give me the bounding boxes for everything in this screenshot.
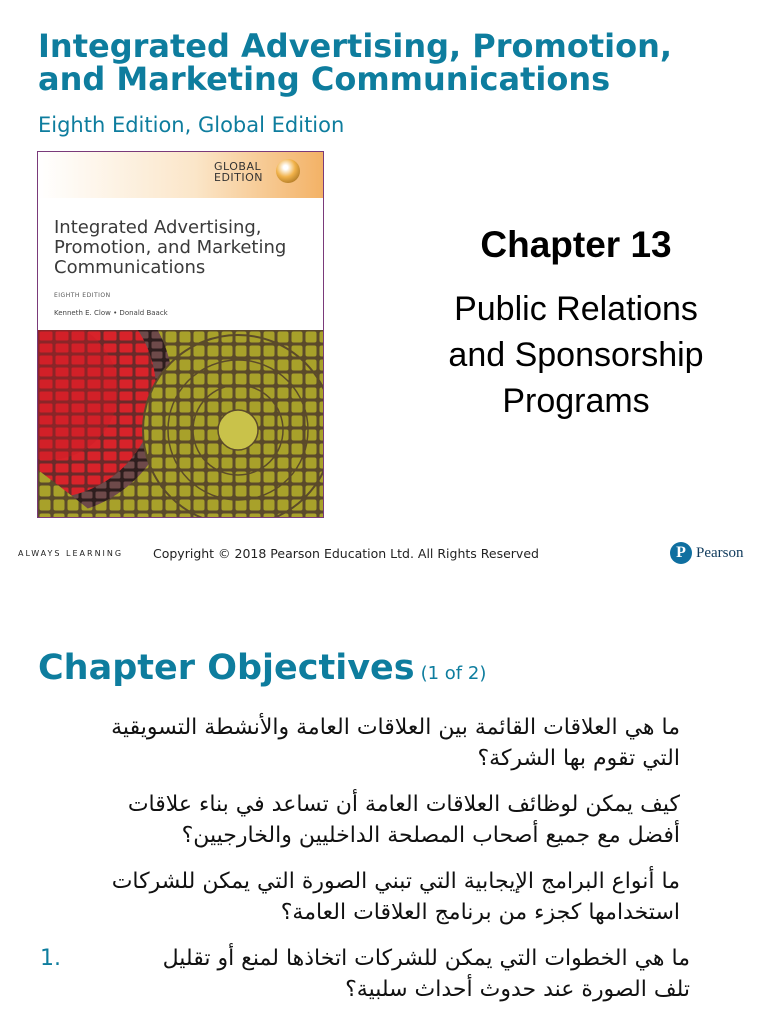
edition-subtitle: Eighth Edition, Global Edition — [38, 113, 345, 137]
objective-item-2 — [30, 789, 720, 851]
chapter-title-line-3: Programs — [502, 382, 650, 420]
globe-icon — [276, 159, 300, 183]
objective-4-line-1: ما هي الخطوات التي يمكن للشركات اتخاذها لمنع أو تقليل — [162, 946, 690, 971]
pearson-wordmark: Pearson — [696, 544, 744, 561]
objective-1-line-1: ما هي العلاقات القائمة بين العلاقات العامة والأنشطة التسويقية — [111, 715, 680, 740]
pearson-logo — [670, 541, 744, 565]
book-cover — [37, 151, 324, 518]
objectives-list — [30, 712, 720, 1020]
badge-line-2: EDITION — [214, 171, 264, 184]
chapter-title-line-1: Public Relations — [454, 290, 698, 328]
book-title-line-1: Integrated Advertising, Promotion, — [38, 27, 673, 65]
objective-3-line-1: ما أنواع البرامج الإيجابية التي تبني الصورة التي يمكن للشركات — [111, 869, 680, 894]
objective-item-4 — [30, 943, 720, 1005]
cover-title-line-3: Communications — [54, 257, 206, 278]
objective-3-line-2: استخدامها كجزء من برنامج العلاقات العامة؟ — [280, 900, 680, 925]
chapter-title-line-2: and Sponsorship — [448, 336, 704, 374]
objectives-slide — [0, 576, 768, 1024]
pearson-p-icon: P — [670, 542, 692, 564]
global-edition-badge — [214, 161, 263, 183]
objective-4-number: 1. — [40, 946, 61, 971]
cover-mosaic-art — [38, 330, 323, 517]
copyright-notice: Copyright © 2018 Pearson Education Ltd. All Rights Reserved — [153, 546, 539, 561]
cover-title — [54, 218, 314, 278]
cover-title-line-1: Integrated Advertising, — [54, 217, 262, 238]
objective-2-line-2: أفضل مع جميع أصحاب المصلحة الداخليين والخارجيين؟ — [181, 823, 680, 848]
objective-4-line-2: تلف الصورة عند حدوث أحداث سلبية؟ — [345, 977, 690, 1002]
cover-edition: EIGHTH EDITION — [54, 292, 111, 299]
book-title — [38, 27, 738, 98]
objective-item-1 — [30, 712, 720, 774]
objectives-heading — [38, 648, 486, 688]
badge-line-1: GLOBAL — [214, 160, 262, 173]
chapter-number: Chapter 13 — [480, 224, 672, 265]
book-title-line-2: and Marketing Communications — [38, 60, 611, 98]
cover-authors: Kenneth E. Clow • Donald Baack — [54, 309, 168, 317]
always-learning-tagline: ALWAYS LEARNING — [18, 549, 124, 558]
chapter-title — [420, 286, 732, 424]
objective-item-3 — [30, 866, 720, 928]
objectives-title: Chapter Objectives — [38, 648, 415, 688]
cover-title-line-2: Promotion, and Marketing — [54, 237, 287, 258]
objective-1-line-2: التي تقوم بها الشركة؟ — [477, 746, 680, 771]
objectives-page-count: (1 of 2) — [420, 663, 487, 684]
objective-2-line-1: كيف يمكن لوظائف العلاقات العامة أن تساعد في بناء علاقات — [127, 792, 680, 817]
